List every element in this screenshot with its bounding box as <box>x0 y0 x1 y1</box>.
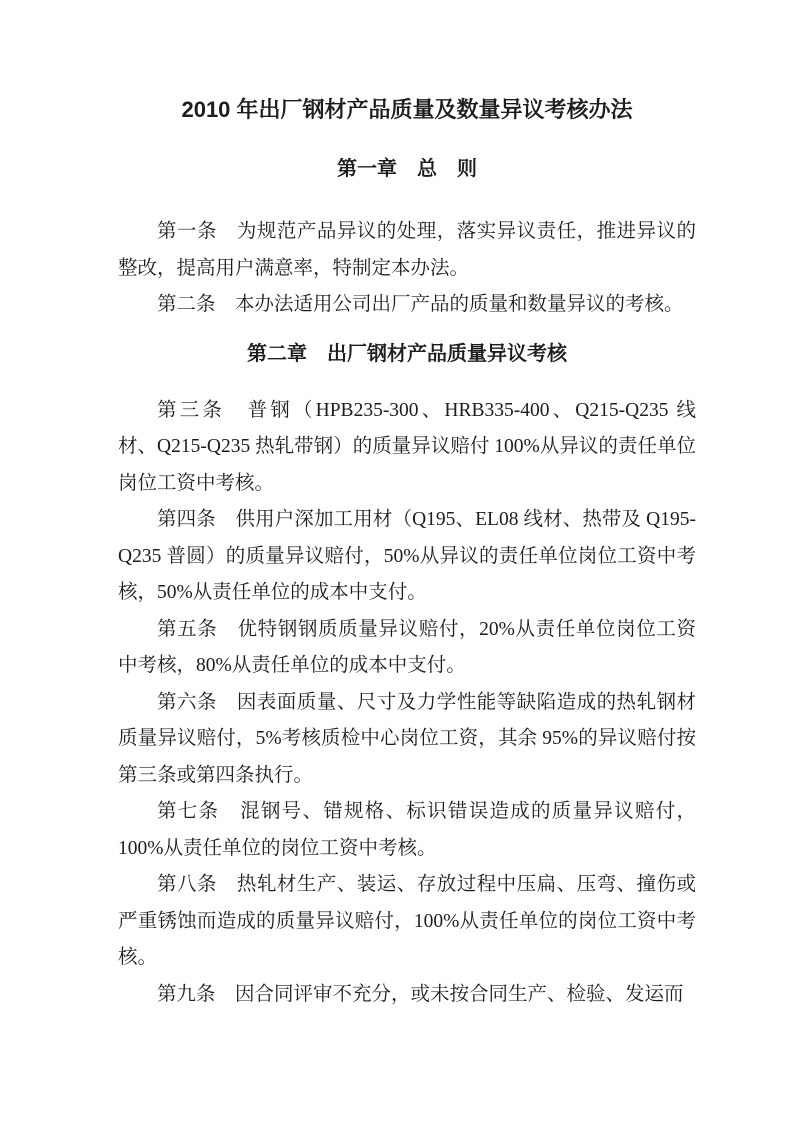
chapter-heading: 第一章 总 则 <box>337 158 477 180</box>
chapter-heading: 第二章 出厂钢材产品质量异议考核 <box>247 342 567 365</box>
paragraph: 第一条 为规范产品异议的处理，落实异议责任，推进异议的整改，提高用户满意率，特制定本办法。 <box>118 221 696 279</box>
paragraph: 第四条 供用户深加工用材（Q195、EL08 线材、热带及 Q195-Q235 普圆）的质量异议赔付，50%从异议的责任单位岗位工资中考核，50%从责任单位的成本中支付。 <box>118 509 696 603</box>
paragraph: 第二条 本办法适用公司出厂产品的质量和数量异议的考核。 <box>157 294 684 315</box>
paragraph: 第六条 因表面质量、尺寸及力学性能等缺陷造成的热轧钢材质量异议赔付，5%考核质检中心岗位工资，其余 95%的异议赔付按第三条或第四条执行。 <box>118 691 696 786</box>
paragraph: 第八条 热轧材生产、装运、存放过程中压扁、压弯、撞伤或严重锈蚀而造成的质量异议赔付，100%从责任单位的岗位工资中考核。 <box>118 874 696 968</box>
document-title: 2010 年出厂钢材产品质量及数量异议考核办法 <box>181 97 633 122</box>
document-body <box>118 153 696 1013</box>
paragraph: 第五条 优特钢钢质质量异议赔付，20%从责任单位岗位工资中考核，80%从责任单位的成本中支付。 <box>118 618 696 676</box>
paragraph: 第三条 普钢（HPB235-300、HRB335-400、Q215-Q235 线材、Q215-Q235 热轧带钢）的质量异议赔付 100%从异议的责任单位岗位工资中考核。 <box>118 399 696 494</box>
paragraph: 第九条 因合同评审不充分，或未按合同生产、检验、发运而 <box>157 983 684 1005</box>
paragraph: 第七条 混钢号、错规格、标识错误造成的质量异议赔付，100%从责任单位的岗位工资中考核。 <box>118 801 696 859</box>
